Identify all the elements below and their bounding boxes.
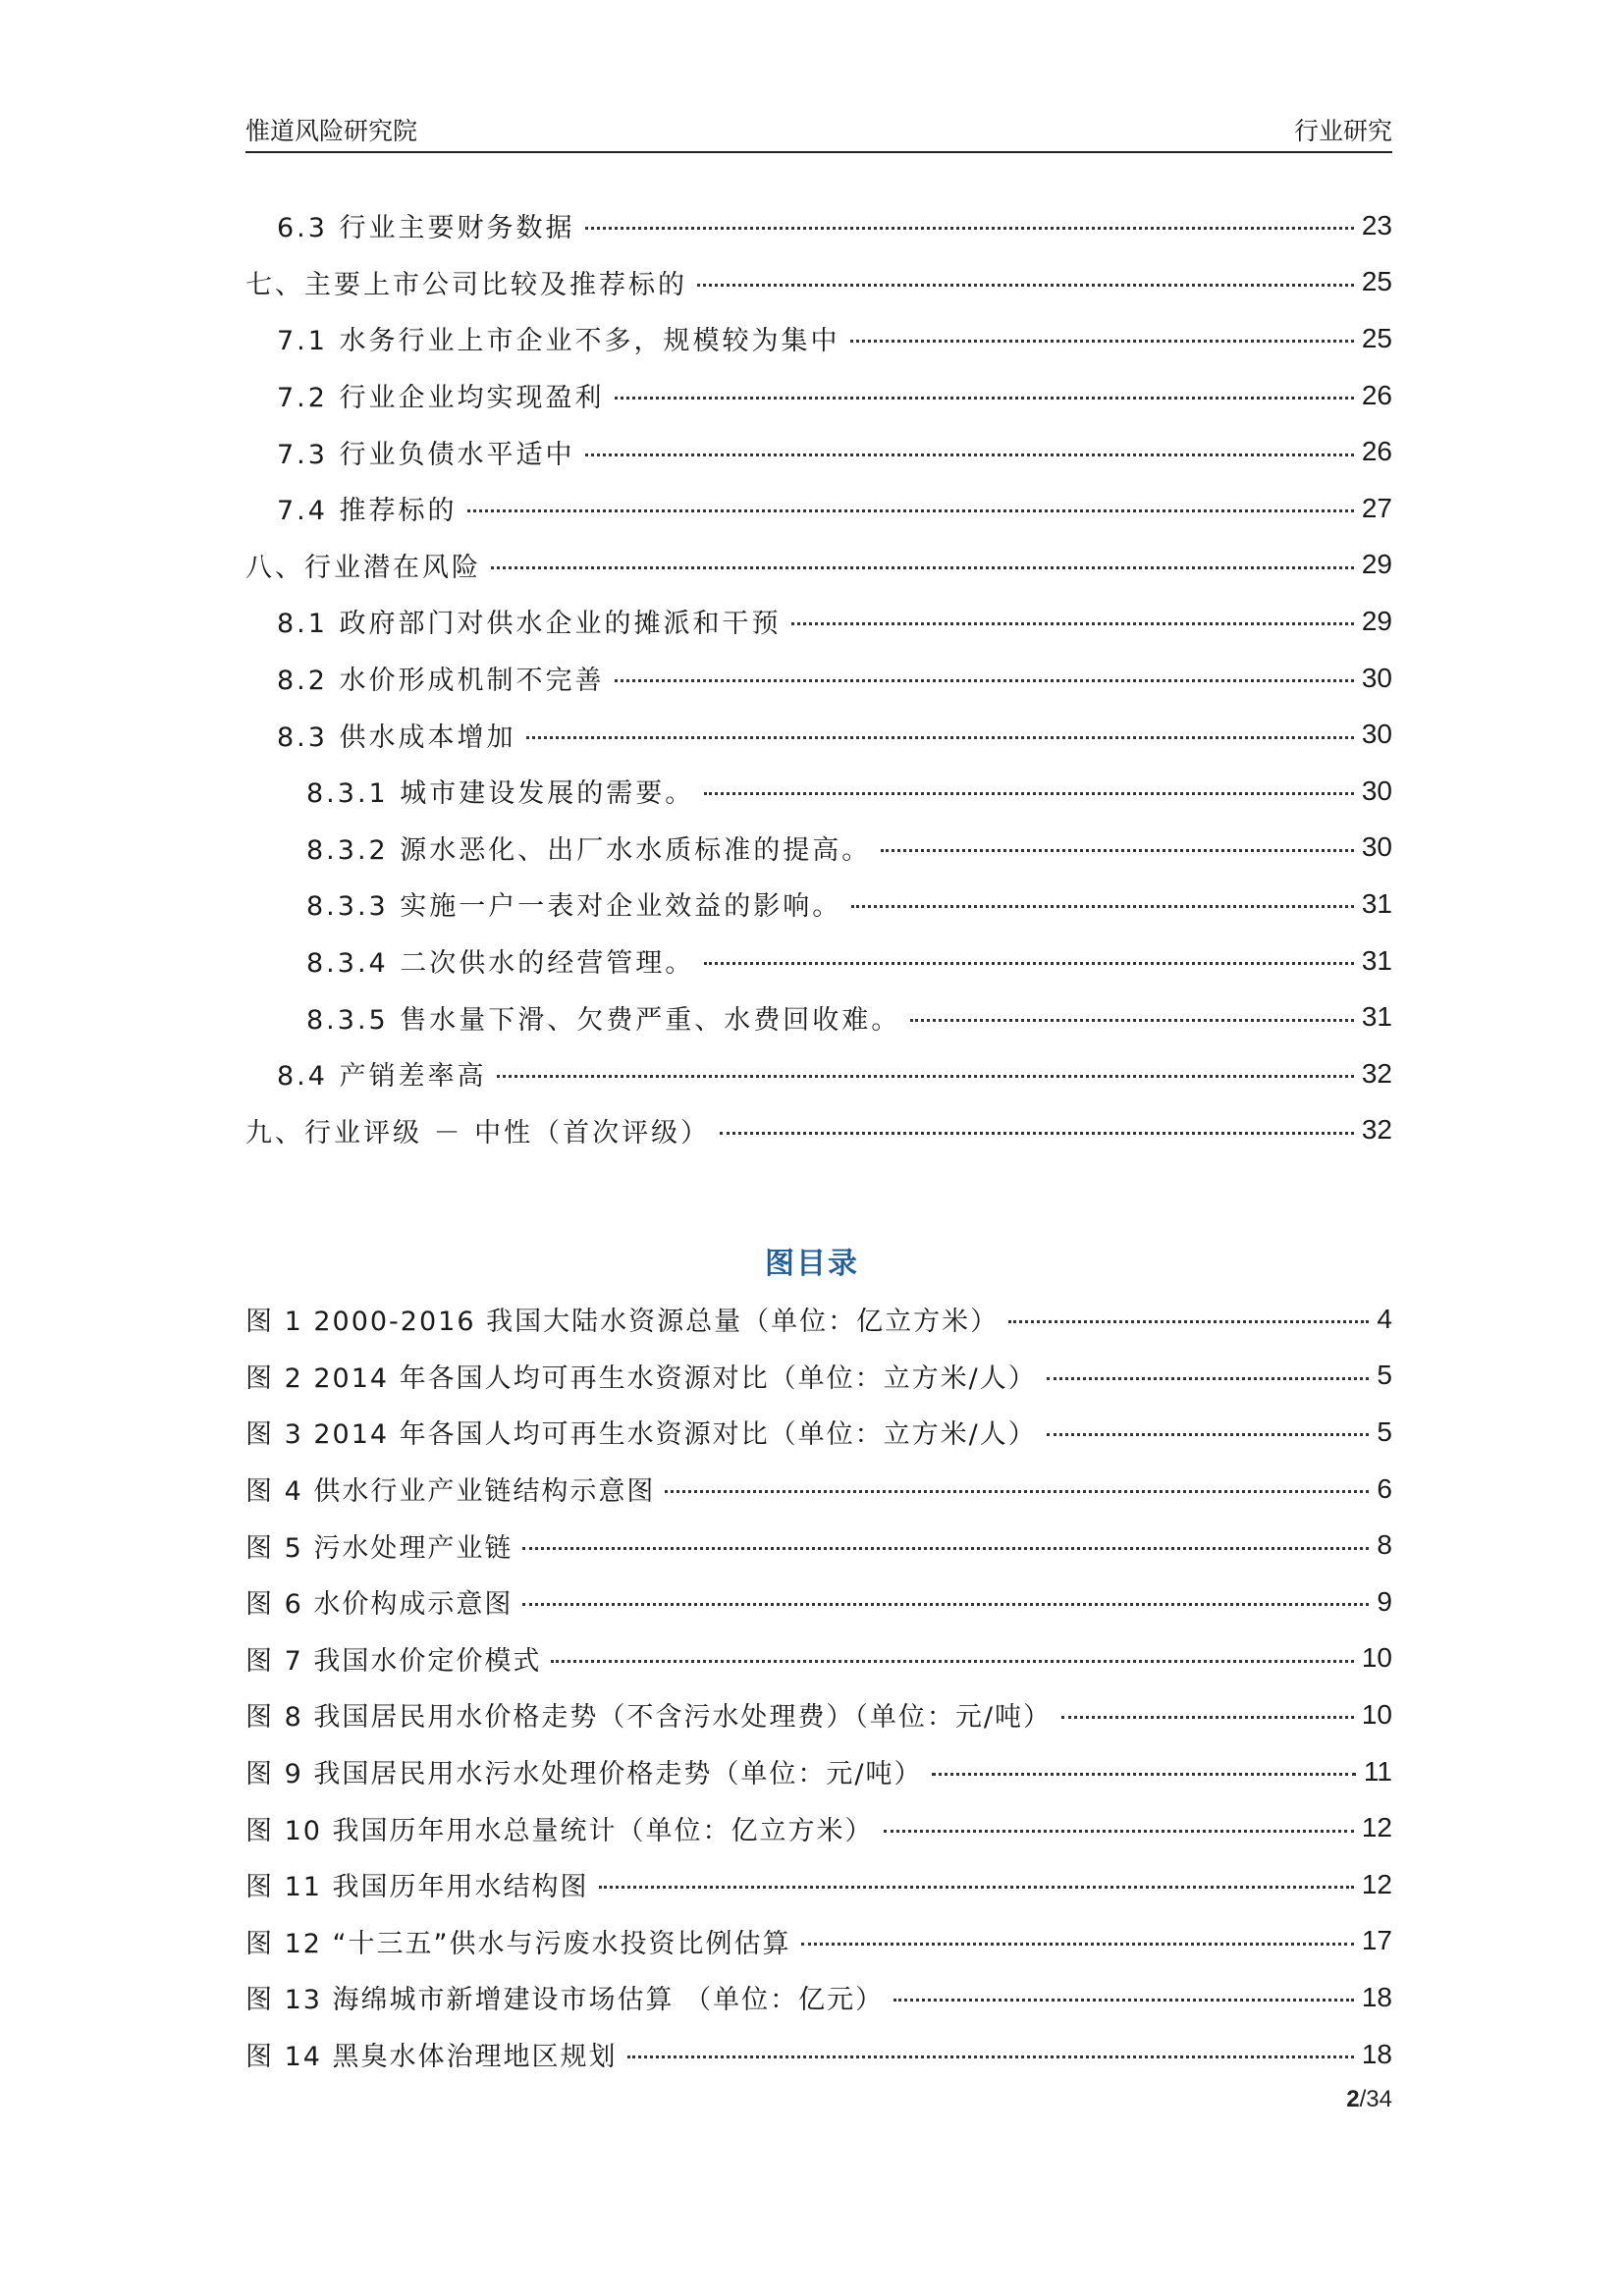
figure-entry-page: 8 <box>1377 1529 1392 1561</box>
dot-leader <box>851 905 1354 908</box>
figure-entry[interactable] <box>245 1686 1392 1743</box>
dot-leader <box>791 622 1354 625</box>
figure-entry[interactable] <box>245 1517 1392 1574</box>
figure-entry-text: 图 12 “十三五”供水与污废水投资比例估算 <box>245 1928 791 1959</box>
figure-entry[interactable] <box>245 1743 1392 1800</box>
header-category: 行业研究 <box>1293 117 1392 145</box>
dot-leader <box>585 454 1354 456</box>
dot-leader <box>497 1075 1354 1078</box>
dot-leader <box>1047 1377 1370 1380</box>
toc-entry[interactable] <box>245 254 1392 311</box>
toc-entry[interactable] <box>245 988 1392 1045</box>
toc-entry-page: 32 <box>1361 1114 1392 1146</box>
figure-entry-text: 图 13 海绵城市新增建设市场估算 （单位：亿元） <box>245 1985 885 2016</box>
figure-entry[interactable] <box>245 1799 1392 1856</box>
dot-leader <box>522 1603 1369 1606</box>
dot-leader <box>704 962 1354 965</box>
list-of-figures <box>245 1291 1392 2082</box>
figure-entry-page: 17 <box>1361 1925 1392 1956</box>
toc-entry[interactable] <box>245 423 1392 480</box>
toc-entry-text: 7.3 行业负债水平适中 <box>277 439 575 470</box>
toc-entry[interactable] <box>245 537 1392 594</box>
figure-entry-text: 图 2 2014 年各国人均可再生水资源对比（单位：立方米/人） <box>245 1362 1037 1394</box>
dot-leader <box>615 397 1354 400</box>
toc-entry-text: 七、主要上市公司比较及推荐标的 <box>245 269 687 300</box>
dot-leader <box>801 1943 1354 1946</box>
figure-entry[interactable] <box>245 1630 1392 1687</box>
toc-entry-text: 8.3.4 二次供水的经营管理。 <box>306 948 695 980</box>
dot-leader <box>599 1886 1354 1889</box>
toc-entry-text: 8.2 水价形成机制不完善 <box>277 666 605 697</box>
toc-entry-text: 8.3.2 源水恶化、出厂水水质标准的提高。 <box>306 834 872 866</box>
toc-entry-page: 30 <box>1361 774 1392 806</box>
dot-leader <box>615 679 1354 682</box>
figure-entry-text: 图 11 我国历年用水结构图 <box>245 1872 589 1903</box>
dot-leader <box>551 1660 1354 1663</box>
figure-entry[interactable] <box>245 1348 1392 1405</box>
figure-entry[interactable] <box>245 1291 1392 1348</box>
figure-entry-page: 12 <box>1361 1868 1392 1899</box>
toc-entry-page: 25 <box>1361 322 1392 353</box>
dot-leader <box>697 284 1354 287</box>
dot-leader <box>881 849 1354 852</box>
dot-leader <box>910 1019 1354 1022</box>
toc-entry-page: 27 <box>1361 492 1392 523</box>
toc-entry[interactable] <box>245 650 1392 707</box>
figure-entry[interactable] <box>245 1461 1392 1518</box>
figure-entry-text: 图 1 2000-2016 我国大陆水资源总量（单位：亿立方米） <box>245 1307 1000 1338</box>
figure-entry-text: 图 6 水价构成示意图 <box>245 1589 514 1621</box>
figures-title: 图目录 <box>765 1247 859 1281</box>
dot-leader <box>526 736 1354 739</box>
dot-leader <box>467 509 1354 512</box>
toc-entry-text: 8.3.3 实施一户一表对企业效益的影响。 <box>306 891 842 923</box>
toc-entry-text: 7.1 水务行业上市企业不多，规模较为集中 <box>277 326 840 357</box>
toc-entry-text: 8.3.5 售水量下滑、欠费严重、水费回收难。 <box>306 1004 901 1036</box>
toc-entry-page: 26 <box>1361 436 1392 467</box>
figure-entry[interactable] <box>245 1574 1392 1630</box>
toc-entry-text: 8.1 政府部门对供水企业的摊派和干预 <box>277 609 782 640</box>
toc-entry[interactable] <box>245 1045 1392 1102</box>
dot-leader <box>585 227 1354 230</box>
dot-leader <box>1008 1320 1369 1323</box>
toc-entry-page: 26 <box>1361 379 1392 410</box>
figure-entry-page: 11 <box>1363 1755 1392 1787</box>
toc-entry-text: 8.4 产销差率高 <box>277 1061 487 1093</box>
figure-entry-text: 图 7 我国水价定价模式 <box>245 1645 542 1677</box>
toc-entry[interactable] <box>245 820 1392 877</box>
dot-leader <box>850 340 1354 343</box>
dot-leader <box>884 1830 1354 1833</box>
figure-entry-text: 图 14 黑臭水体治理地区规划 <box>245 2042 618 2073</box>
toc-entry[interactable] <box>245 480 1392 537</box>
toc-entry-page: 30 <box>1361 719 1392 750</box>
page-number <box>1346 2086 1392 2113</box>
toc-entry-text: 八、行业潜在风险 <box>245 552 481 583</box>
toc-entry[interactable] <box>245 593 1392 650</box>
page-separator: / <box>1359 2086 1367 2112</box>
dot-leader <box>932 1773 1355 1776</box>
figure-entry-page: 18 <box>1361 1981 1392 2012</box>
toc-entry-text: 九、行业评级 － 中性（首次评级） <box>245 1117 711 1148</box>
toc-entry-text: 8.3 供水成本增加 <box>277 721 516 753</box>
toc-entry-page: 30 <box>1361 662 1392 693</box>
figure-entry[interactable] <box>245 1404 1392 1461</box>
toc-entry-text: 7.2 行业企业均实现盈利 <box>277 383 605 414</box>
figure-entry-text: 图 4 供水行业产业链结构示意图 <box>245 1476 656 1508</box>
toc-entry-page: 32 <box>1361 1057 1392 1089</box>
toc-entry[interactable] <box>245 933 1392 989</box>
dot-leader <box>720 1132 1354 1135</box>
figure-entry-page: 12 <box>1361 1812 1392 1843</box>
figure-entry[interactable] <box>245 1969 1392 2026</box>
toc-entry[interactable] <box>245 310 1392 367</box>
dot-leader <box>893 1999 1354 2002</box>
toc-entry[interactable] <box>245 706 1392 763</box>
toc-entry-page: 23 <box>1361 209 1392 240</box>
dot-leader <box>491 566 1354 569</box>
current-page: 2 <box>1346 2086 1360 2112</box>
total-pages: 34 <box>1366 2086 1392 2112</box>
page-header <box>245 110 1392 153</box>
figure-entry-page: 5 <box>1377 1415 1392 1447</box>
figure-entry-text: 图 3 2014 年各国人均可再生水资源对比（单位：立方米/人） <box>245 1419 1037 1451</box>
toc-entry[interactable] <box>245 367 1392 424</box>
toc-entry-page: 25 <box>1361 266 1392 297</box>
toc-entry-text: 6.3 行业主要财务数据 <box>277 213 575 244</box>
figure-entry[interactable] <box>245 1913 1392 1970</box>
toc-entry-page: 29 <box>1361 605 1392 636</box>
figure-entry-page: 9 <box>1377 1585 1392 1617</box>
table-of-contents <box>245 197 1392 1158</box>
figure-entry-text: 图 9 我国居民用水污水处理价格走势（单位：元/吨） <box>245 1759 923 1790</box>
dot-leader <box>1061 1716 1354 1719</box>
figure-entry[interactable] <box>245 1856 1392 1913</box>
dot-leader <box>522 1547 1369 1550</box>
toc-entry-text: 8.3.1 城市建设发展的需要。 <box>306 778 695 810</box>
figure-entry-page: 10 <box>1361 1642 1392 1674</box>
figure-entry[interactable] <box>245 2026 1392 2083</box>
figure-entry-text: 图 5 污水处理产业链 <box>245 1532 514 1564</box>
dot-leader <box>1047 1433 1370 1436</box>
toc-entry-page: 30 <box>1361 831 1392 863</box>
figure-entry-page: 6 <box>1377 1472 1392 1504</box>
toc-entry-page: 31 <box>1361 1001 1392 1033</box>
toc-entry[interactable] <box>245 1102 1392 1159</box>
figure-entry-page: 10 <box>1361 1698 1392 1730</box>
dot-leader <box>665 1490 1369 1493</box>
figure-entry-page: 18 <box>1361 2038 1392 2069</box>
toc-entry-page: 29 <box>1361 549 1392 580</box>
toc-entry-page: 31 <box>1361 887 1392 919</box>
toc-entry[interactable] <box>245 876 1392 933</box>
dot-leader <box>627 2056 1354 2058</box>
toc-entry-page: 31 <box>1361 944 1392 976</box>
figure-entry-page: 4 <box>1377 1303 1392 1334</box>
toc-entry[interactable] <box>245 197 1392 254</box>
figure-entry-page: 5 <box>1377 1360 1392 1391</box>
figure-entry-text: 图 10 我国历年用水总量统计（单位：亿立方米） <box>245 1815 874 1846</box>
dot-leader <box>704 792 1354 795</box>
header-org: 惟道风险研究院 <box>245 117 418 145</box>
figure-entry-text: 图 8 我国居民用水价格走势（不含污水处理费）（单位：元/吨） <box>245 1702 1052 1734</box>
toc-entry[interactable] <box>245 763 1392 820</box>
toc-entry-text: 7.4 推荐标的 <box>277 496 458 527</box>
